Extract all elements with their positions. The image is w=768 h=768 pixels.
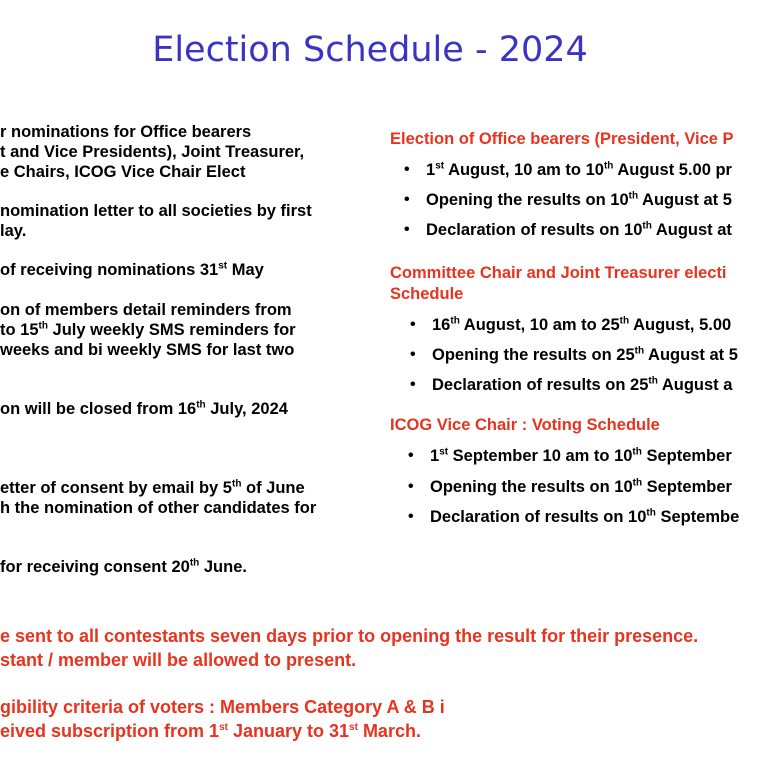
text-line: on will be closed from 16th July, 2024 (0, 399, 288, 418)
bullet-icon: • (404, 221, 410, 238)
text-line: etter of consent by email by 5th of June (0, 478, 305, 497)
office-bearers-heading: Election of Office bearers (President, Vice P (390, 130, 734, 148)
bullet-item: • 1st September 10 am to 10th September (408, 446, 732, 465)
bullet-item: • 1st August, 10 am to 10th August 5.00 pr (404, 160, 732, 179)
contestants-notice (0, 624, 698, 672)
text-line: to 15th July weekly SMS reminders for (0, 320, 296, 339)
receiving-nominations-paragraph (0, 260, 264, 280)
bullet-icon: • (410, 316, 416, 333)
committee-chair-heading: Committee Chair and Joint Treasurer electi Schedule (390, 264, 727, 303)
page-title: Election Schedule - 2024 (152, 30, 588, 70)
bullet-icon: • (404, 161, 410, 178)
consent-letter-paragraph (0, 478, 316, 518)
text-line: e Chairs, ICOG Vice Chair Elect (0, 163, 246, 181)
text-line: weeks and bi weekly SMS for last two (0, 341, 295, 359)
closing-date-paragraph (0, 399, 288, 419)
text-line: gibility criteria of voters : Members Category A & B i (0, 697, 445, 717)
bullet-icon: • (408, 478, 414, 495)
bullet-icon: • (408, 447, 414, 464)
nominations-paragraph (0, 122, 304, 182)
bullet-item: • Declaration of results on 10th Septembe (408, 507, 740, 526)
bullet-item: • Declaration of results on 10th August at (404, 220, 732, 239)
text-line: t and Vice Presidents), Joint Treasurer, (0, 143, 305, 161)
text-line: e sent to all contestants seven days prior to opening the result for their presence. (0, 626, 699, 646)
text-line: r nominations for Office bearers (0, 123, 252, 141)
bullet-icon: • (410, 376, 416, 393)
text-line: stant / member will be allowed to present. (0, 650, 357, 670)
bullet-item: • Opening the results on 10th August at 5 (404, 190, 732, 209)
bullet-item: • Declaration of results on 25th August a (410, 375, 733, 394)
bullet-item: • 16th August, 10 am to 25th August, 5.00 (410, 315, 732, 334)
text-line: on of members detail reminders from (0, 301, 292, 319)
nomination-letter-paragraph (0, 201, 312, 241)
bullet-item: • Opening the results on 10th September (408, 477, 732, 496)
text-line: h the nomination of other candidates for (0, 499, 317, 517)
bullet-icon: • (408, 508, 414, 525)
icog-vice-chair-heading: ICOG Vice Chair : Voting Schedule (390, 416, 660, 434)
eligibility-notice (0, 695, 445, 743)
text-line: nomination letter to all societies by first (0, 202, 312, 220)
text-line: of receiving nominations 31st May (0, 260, 264, 279)
receiving-consent-paragraph (0, 557, 247, 577)
text-line: for receiving consent 20th June. (0, 557, 247, 576)
right-column (390, 0, 768, 560)
bullet-item: • Opening the results on 25th August at 5 (410, 345, 738, 364)
bullet-icon: • (410, 346, 416, 363)
member-reminders-paragraph (0, 300, 296, 360)
text-line: lay. (0, 222, 27, 240)
bullet-icon: • (404, 191, 410, 208)
text-line: eived subscription from 1st January to 31st March. (0, 721, 421, 741)
